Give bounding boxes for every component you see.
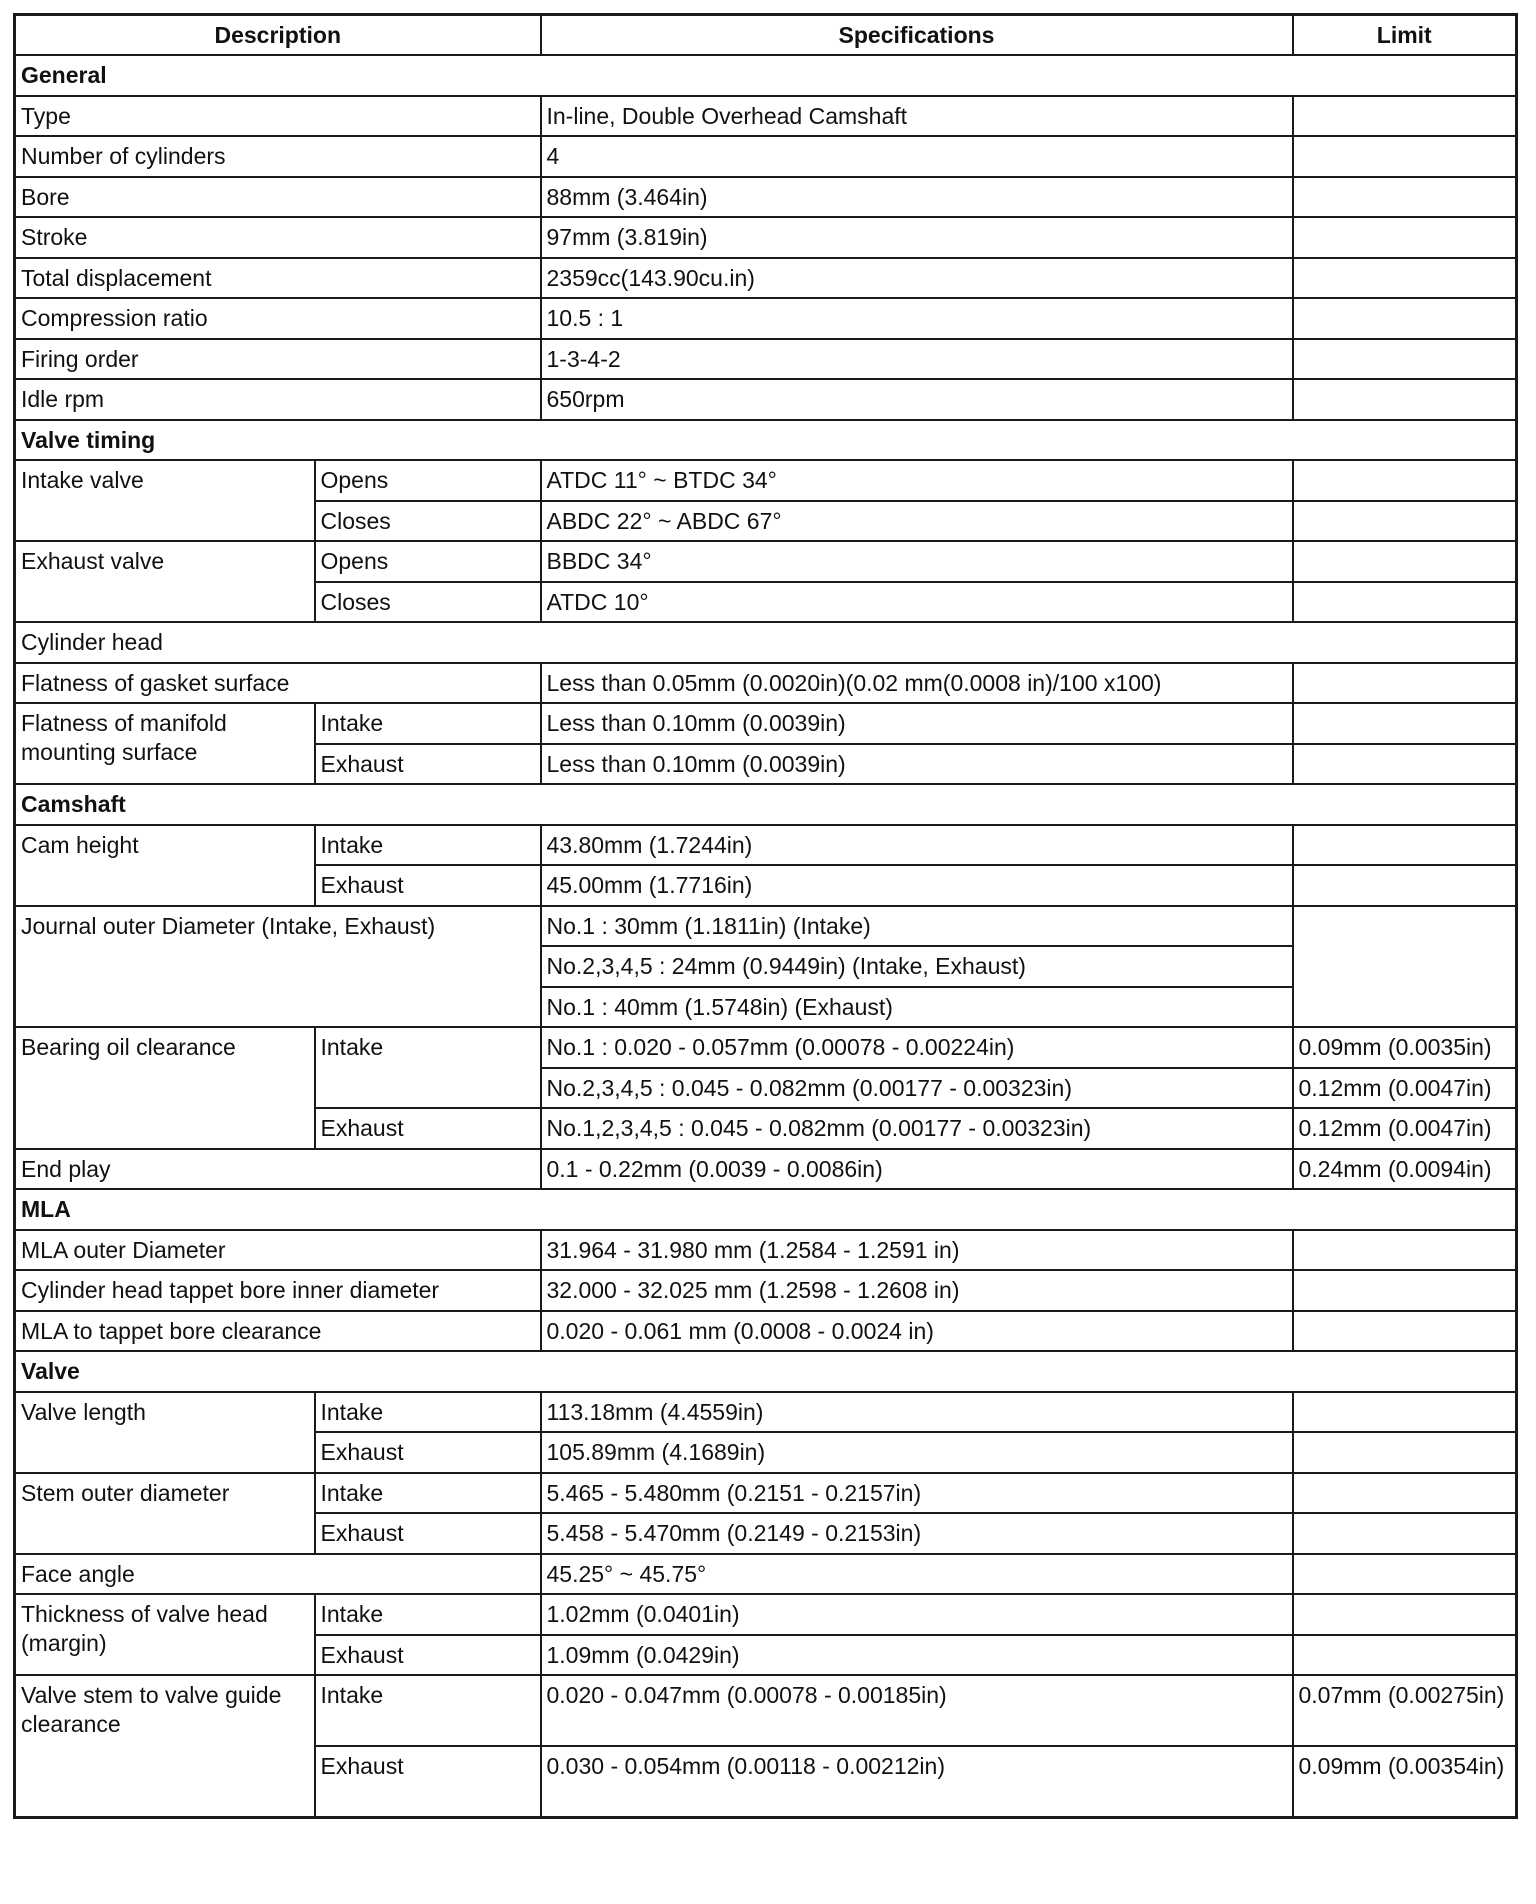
- row-description: Idle rpm: [15, 379, 541, 420]
- exhaust-valve-label: Exhaust valve: [15, 541, 315, 622]
- section-row: [15, 1189, 1517, 1230]
- row-spec: BBDC 34°: [541, 541, 1293, 582]
- section-row: [15, 1351, 1517, 1392]
- row-spec: Less than 0.10mm (0.0039in): [541, 703, 1293, 744]
- sub-label: Intake: [315, 1392, 541, 1433]
- row-spec: 113.18mm (4.4559in): [541, 1392, 1293, 1433]
- stem-od-label: Stem outer diameter: [15, 1473, 315, 1554]
- section-valve-timing: Valve timing: [15, 420, 1517, 461]
- row-spec: 650rpm: [541, 379, 1293, 420]
- row-spec: 5.465 - 5.480mm (0.2151 - 0.2157in): [541, 1473, 1293, 1514]
- section-row: [15, 420, 1517, 461]
- header-description: Description: [15, 15, 541, 56]
- table-row: [15, 1311, 1517, 1352]
- sub-label: Exhaust: [315, 1635, 541, 1676]
- row-description: MLA to tappet bore clearance: [15, 1311, 541, 1352]
- row-limit: [1293, 460, 1517, 501]
- row-limit: [1293, 663, 1517, 704]
- intake-valve-label: Intake valve: [15, 460, 315, 541]
- row-limit: 0.12mm (0.0047in): [1293, 1108, 1517, 1149]
- sub-label: Intake: [315, 1675, 541, 1746]
- row-limit: [1293, 1230, 1517, 1271]
- row-limit: [1293, 703, 1517, 744]
- row-spec: Less than 0.10mm (0.0039in): [541, 744, 1293, 785]
- journal-diameter-label: Journal outer Diameter (Intake, Exhaust): [15, 906, 541, 1028]
- table-row: [15, 541, 1517, 582]
- row-limit: [1293, 1311, 1517, 1352]
- section-mla: MLA: [15, 1189, 1517, 1230]
- sub-label: Intake: [315, 1473, 541, 1514]
- sub-label: Exhaust: [315, 865, 541, 906]
- row-limit: [1293, 217, 1517, 258]
- engine-spec-table: [13, 13, 1518, 1819]
- row-limit: [1293, 1432, 1517, 1473]
- row-spec: No.1 : 30mm (1.1811in) (Intake): [541, 906, 1293, 947]
- table-row: [15, 663, 1517, 704]
- row-limit: [1293, 501, 1517, 542]
- section-row: [15, 784, 1517, 825]
- row-spec: ABDC 22° ~ ABDC 67°: [541, 501, 1293, 542]
- row-limit: [1293, 906, 1517, 1028]
- table-row: [15, 1594, 1517, 1635]
- table-row: [15, 177, 1517, 218]
- row-description: Total displacement: [15, 258, 541, 299]
- section-row: [15, 55, 1517, 96]
- table-row: [15, 96, 1517, 137]
- row-limit: 0.09mm (0.0035in): [1293, 1027, 1517, 1068]
- row-description: MLA outer Diameter: [15, 1230, 541, 1271]
- row-description: Flatness of gasket surface: [15, 663, 541, 704]
- sub-label: Exhaust: [315, 1746, 541, 1817]
- row-limit: [1293, 339, 1517, 380]
- row-spec: 97mm (3.819in): [541, 217, 1293, 258]
- header-row: [15, 15, 1517, 56]
- row-spec: 1-3-4-2: [541, 339, 1293, 380]
- table-row: [15, 1027, 1517, 1068]
- header-specifications: Specifications: [541, 15, 1293, 56]
- sub-label: Opens: [315, 460, 541, 501]
- row-limit: [1293, 136, 1517, 177]
- row-spec: No.1,2,3,4,5 : 0.045 - 0.082mm (0.00177 - 0.00323in): [541, 1108, 1293, 1149]
- row-limit: [1293, 825, 1517, 866]
- row-description: Cylinder head tappet bore inner diameter: [15, 1270, 541, 1311]
- sub-label: Intake: [315, 703, 541, 744]
- table-row: [15, 906, 1517, 947]
- row-limit: [1293, 177, 1517, 218]
- sub-label: Intake: [315, 825, 541, 866]
- table-row: [15, 298, 1517, 339]
- row-spec: No.1 : 0.020 - 0.057mm (0.00078 - 0.00224in): [541, 1027, 1293, 1068]
- row-limit: 0.09mm (0.00354in): [1293, 1746, 1517, 1817]
- sub-label: Exhaust: [315, 1432, 541, 1473]
- row-spec: In-line, Double Overhead Camshaft: [541, 96, 1293, 137]
- table-row: [15, 825, 1517, 866]
- row-limit: 0.07mm (0.00275in): [1293, 1675, 1517, 1746]
- section-valve: Valve: [15, 1351, 1517, 1392]
- row-spec: 32.000 - 32.025 mm (1.2598 - 1.2608 in): [541, 1270, 1293, 1311]
- section-row: [15, 622, 1517, 663]
- row-spec: 1.09mm (0.0429in): [541, 1635, 1293, 1676]
- row-spec: 105.89mm (4.1689in): [541, 1432, 1293, 1473]
- row-limit: [1293, 582, 1517, 623]
- sub-label: Exhaust: [315, 1108, 541, 1149]
- row-limit: [1293, 1392, 1517, 1433]
- row-limit: 0.24mm (0.0094in): [1293, 1149, 1517, 1190]
- row-limit: [1293, 1554, 1517, 1595]
- row-description: Number of cylinders: [15, 136, 541, 177]
- table-row: [15, 136, 1517, 177]
- row-spec: 10.5 : 1: [541, 298, 1293, 339]
- sub-label: Opens: [315, 541, 541, 582]
- bearing-clearance-label: Bearing oil clearance: [15, 1027, 315, 1149]
- table-row: [15, 258, 1517, 299]
- row-limit: 0.12mm (0.0047in): [1293, 1068, 1517, 1109]
- row-description: End play: [15, 1149, 541, 1190]
- sub-label: Intake: [315, 1594, 541, 1635]
- sub-label: Exhaust: [315, 744, 541, 785]
- table-row: [15, 703, 1517, 744]
- row-limit: [1293, 865, 1517, 906]
- row-spec: 45.00mm (1.7716in): [541, 865, 1293, 906]
- row-limit: [1293, 744, 1517, 785]
- valve-length-label: Valve length: [15, 1392, 315, 1473]
- table-row: [15, 339, 1517, 380]
- row-spec: 45.25° ~ 45.75°: [541, 1554, 1293, 1595]
- row-spec: ATDC 10°: [541, 582, 1293, 623]
- row-spec: 43.80mm (1.7244in): [541, 825, 1293, 866]
- row-spec: No.2,3,4,5 : 0.045 - 0.082mm (0.00177 - 0.00323in): [541, 1068, 1293, 1109]
- section-general: General: [15, 55, 1517, 96]
- row-spec: 5.458 - 5.470mm (0.2149 - 0.2153in): [541, 1513, 1293, 1554]
- row-description: Firing order: [15, 339, 541, 380]
- row-spec: 0.030 - 0.054mm (0.00118 - 0.00212in): [541, 1746, 1293, 1817]
- row-limit: [1293, 541, 1517, 582]
- sub-label: Closes: [315, 501, 541, 542]
- table-row: [15, 1473, 1517, 1514]
- row-limit: [1293, 1513, 1517, 1554]
- row-spec: 2359cc(143.90cu.in): [541, 258, 1293, 299]
- row-limit: [1293, 96, 1517, 137]
- sub-label: Intake: [315, 1027, 541, 1108]
- row-limit: [1293, 1635, 1517, 1676]
- sub-label: Exhaust: [315, 1513, 541, 1554]
- table-row: [15, 460, 1517, 501]
- row-spec: 0.020 - 0.061 mm (0.0008 - 0.0024 in): [541, 1311, 1293, 1352]
- row-spec: ATDC 11° ~ BTDC 34°: [541, 460, 1293, 501]
- row-description: Stroke: [15, 217, 541, 258]
- guide-clearance-label: Valve stem to valve guide clearance: [15, 1675, 315, 1817]
- row-spec: Less than 0.05mm (0.0020in)(0.02 mm(0.0008 in)/100 x100): [541, 663, 1293, 704]
- row-limit: [1293, 258, 1517, 299]
- table-row: [15, 1230, 1517, 1271]
- row-description: Bore: [15, 177, 541, 218]
- header-limit: Limit: [1293, 15, 1517, 56]
- row-limit: [1293, 379, 1517, 420]
- head-thickness-label: Thickness of valve head (margin): [15, 1594, 315, 1675]
- row-limit: [1293, 1594, 1517, 1635]
- section-camshaft: Camshaft: [15, 784, 1517, 825]
- row-description: Face angle: [15, 1554, 541, 1595]
- row-spec: No.1 : 40mm (1.5748in) (Exhaust): [541, 987, 1293, 1028]
- row-limit: [1293, 298, 1517, 339]
- row-spec: 0.1 - 0.22mm (0.0039 - 0.0086in): [541, 1149, 1293, 1190]
- table-row: [15, 1149, 1517, 1190]
- table-row: [15, 1270, 1517, 1311]
- table-row: [15, 379, 1517, 420]
- table-row: [15, 217, 1517, 258]
- sub-label: Closes: [315, 582, 541, 623]
- row-description: Type: [15, 96, 541, 137]
- row-spec: 31.964 - 31.980 mm (1.2584 - 1.2591 in): [541, 1230, 1293, 1271]
- table-row: [15, 1554, 1517, 1595]
- row-spec: 88mm (3.464in): [541, 177, 1293, 218]
- row-spec: 4: [541, 136, 1293, 177]
- row-spec: 1.02mm (0.0401in): [541, 1594, 1293, 1635]
- row-spec: No.2,3,4,5 : 24mm (0.9449in) (Intake, Exhaust): [541, 946, 1293, 987]
- cam-height-label: Cam height: [15, 825, 315, 906]
- table-row: [15, 1675, 1517, 1746]
- table-row: [15, 1392, 1517, 1433]
- manifold-flatness-label: Flatness of manifold mounting surface: [15, 703, 315, 784]
- section-cylinder-head: Cylinder head: [15, 622, 1517, 663]
- row-description: Compression ratio: [15, 298, 541, 339]
- row-limit: [1293, 1473, 1517, 1514]
- row-spec: 0.020 - 0.047mm (0.00078 - 0.00185in): [541, 1675, 1293, 1746]
- row-limit: [1293, 1270, 1517, 1311]
